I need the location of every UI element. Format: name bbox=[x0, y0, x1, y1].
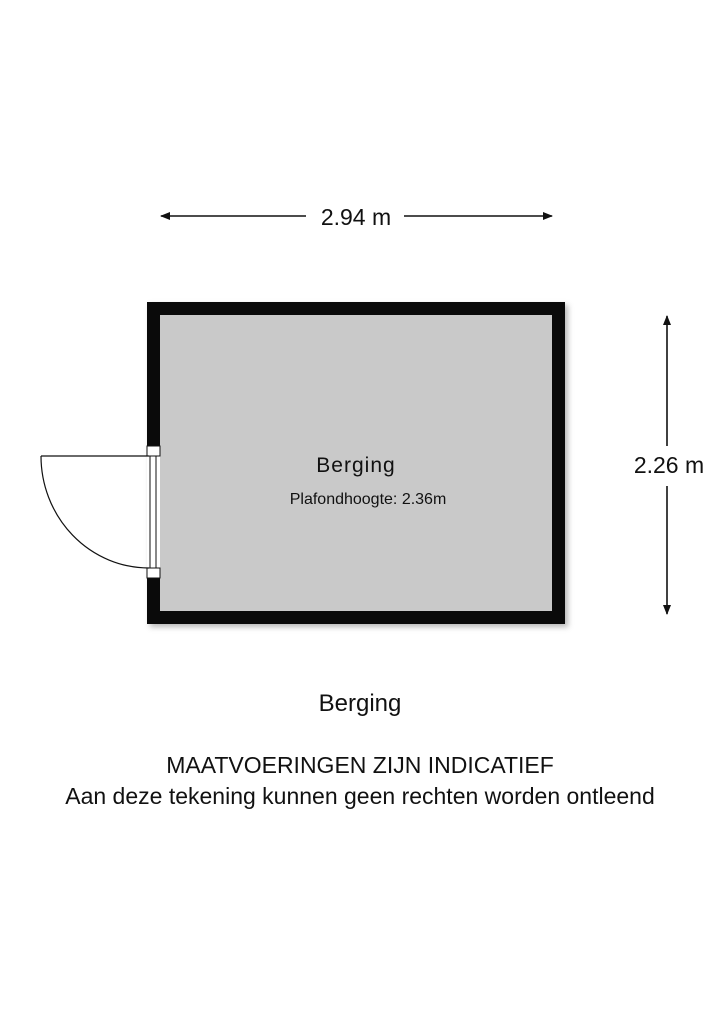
width-dimension-label: 2.94 m bbox=[320, 204, 392, 230]
door-frame-bottom bbox=[147, 568, 160, 578]
room-name-label: Berging bbox=[316, 454, 396, 477]
width-dimension bbox=[161, 204, 552, 230]
plan-caption: Berging bbox=[318, 690, 402, 717]
door-opening bbox=[147, 446, 160, 578]
door-frame-top bbox=[147, 446, 160, 456]
disclaimer-text: Aan deze tekening kunnen geen rechten worden ontleend bbox=[65, 783, 655, 809]
door-swing-arc bbox=[41, 456, 149, 568]
ceiling-height-label: Plafondhoogte: 2.36m bbox=[289, 491, 447, 508]
height-dimension-label: 2.26 m bbox=[633, 452, 705, 478]
height-dimension bbox=[634, 316, 704, 614]
room-berging bbox=[41, 302, 568, 627]
disclaimer-heading: MAATVOERINGEN ZIJN INDICATIEF bbox=[166, 752, 554, 778]
